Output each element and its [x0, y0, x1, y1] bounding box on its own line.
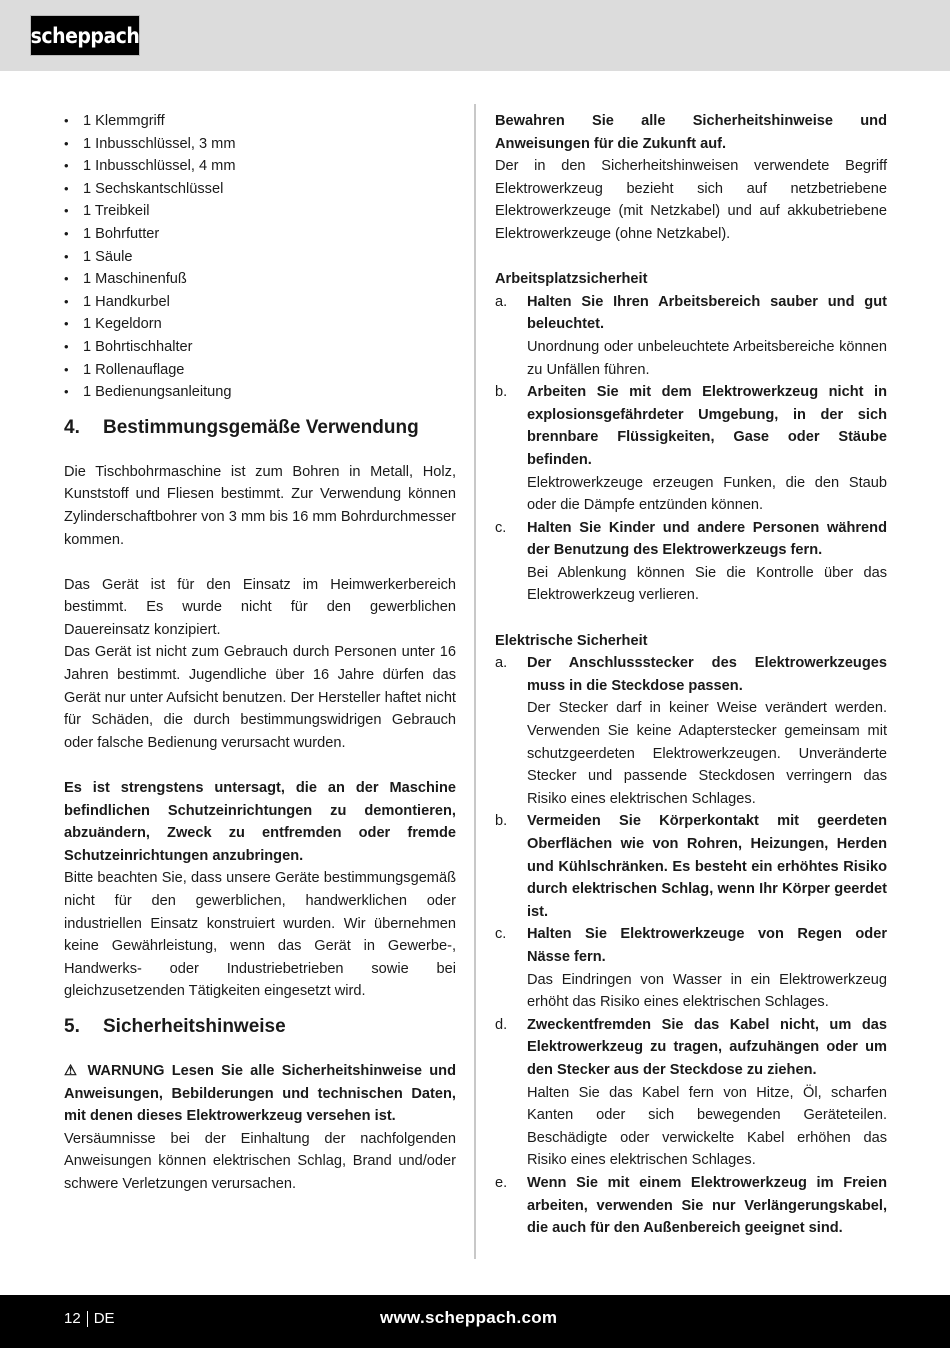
item-label: b. — [495, 813, 508, 830]
item-label: e. — [495, 1174, 508, 1191]
section-4-heading — [64, 415, 456, 441]
prohibition-notice: Es ist strengstens untersagt, die an der Maschine befindlichen Schutzeinrichtungen zu demontieren, abzuändern, Zweck zu entfremden oder fremde Schutzeinrichtungen anzubringen. — [64, 780, 456, 864]
list-item: • 1 Handkurbel — [64, 291, 456, 314]
list-item: • 1 Rollenauflage — [64, 359, 456, 382]
paragraph: Versäumnisse bei der Einhaltung der nachfolgenden Anweisungen können elektrischen Schlag, Brand und/oder schwere Verletzungen verursachen. — [64, 1130, 456, 1192]
item-label: d. — [495, 1016, 508, 1033]
warning-notice — [64, 1060, 456, 1128]
paragraph: Die Tischbohrmaschine ist zum Bohren in Metall, Holz, Kunststoff und Fliesen bestimmt. Zur Verwendung können Zylinderschaftbohrer von 3 mm bis 16 mm Bohrdurchmesser kommen. — [64, 463, 456, 548]
warning-text: WARNUNG Lesen Sie alle Sicherheitshinweise und Anweisungen, Bebilderungen und technischen Daten, mit denen dieses Elektrowerkzeug versehen ist. — [64, 1062, 456, 1125]
electrical-safety-heading: Elektrische Sicherheit — [495, 632, 648, 649]
safety-item — [495, 923, 887, 1013]
item-text: Bei Ablenkung können Sie die Kontrolle über das Elektrowerkzeug verlieren. — [527, 564, 887, 604]
item-bold-text: Der Anschlussstecker des Elektrowerkzeuges muss in die Steckdose passen. — [527, 655, 887, 694]
paragraph: Bitte beachten Sie, dass unsere Geräte bestimmungsgemäß nicht für den gewerblichen, handwerklichen oder industriellen Einsatz konstruiert wurden. Wir übernehmen keine Gewährleistung, wenn das Gerät in Gewerbe-, Handwerks- oder Industriebetrieben sowie bei gleichzusetzenden Tätigkeiten eingesetzt wird. — [64, 870, 456, 1000]
workplace-safety-heading: Arbeitsplatzsicherheit — [495, 271, 648, 288]
keep-instructions-notice: Bewahren Sie alle Sicherheitshinweise und Anweisungen für die Zukunft auf. — [495, 113, 887, 152]
item-bold-text: Halten Sie Ihren Arbeitsbereich sauber und gut beleuchtet. — [527, 293, 887, 333]
safety-item — [495, 291, 887, 381]
list-item: • 1 Maschinenfuß — [64, 268, 456, 291]
item-bold-text: Halten Sie Elektrowerkzeuge von Regen oder Nässe fern. — [527, 926, 887, 965]
list-item: • 1 Treibkeil — [64, 200, 456, 223]
right-column — [495, 110, 887, 1240]
item-text: Unordnung oder unbeleuchtete Arbeitsbereiche können zu Unfällen führen. — [527, 338, 887, 378]
safety-item — [495, 1014, 887, 1172]
item-label: a. — [495, 293, 508, 310]
item-bold-text: Zweckentfremden Sie das Kabel nicht, um das Elektrowerkzeug zu tragen, aufzuhängen oder um den Stecker aus der Steckdose zu ziehen. — [527, 1016, 887, 1078]
section-title: Bestimmungsgemäße Verwendung — [103, 416, 419, 438]
item-text: Elektrowerkzeuge erzeugen Funken, die den Staub oder die Dämpfe entzünden können. — [527, 474, 887, 514]
list-item: • 1 Sechskantschlüssel — [64, 178, 456, 201]
section-5-heading — [64, 1014, 456, 1040]
item-bold-text: Wenn Sie mit einem Elektrowerkzeug im Freien arbeiten, verwenden Sie nur Verlängerungskabel, die auch für den Außenbereich geeignet sind. — [527, 1174, 887, 1237]
safety-item — [495, 1172, 887, 1240]
item-label: c. — [495, 519, 507, 536]
page-header — [0, 0, 950, 71]
left-column — [64, 110, 456, 1196]
list-item: • 1 Inbusschlüssel, 3 mm — [64, 133, 456, 156]
page-footer — [0, 1295, 950, 1348]
page-number: 12 — [64, 1310, 81, 1327]
scheppach-logo: scheppach — [30, 15, 140, 56]
list-item: • 1 Klemmgriff — [64, 110, 456, 133]
item-bold-text: Halten Sie Kinder und andere Personen während der Benutzung des Elektrowerkzeugs fern. — [527, 519, 887, 559]
paragraph: Der in den Sicherheitshinweisen verwendete Begriff Elektrowerkzeug bezieht sich auf netzbetriebene Elektrowerkzeuge (mit Netzkabel) und auf akkubetriebene Elektrowerkzeuge (ohne Netzkabel). — [495, 158, 887, 242]
safety-item — [495, 652, 887, 810]
section-title: Sicherheitshinweise — [103, 1015, 286, 1037]
item-text: Der Stecker darf in keiner Weise verändert werden. Verwenden Sie keine Adapterstecker gemeinsam mit schutzgeerdeten Elektrowerkzeugen. Unveränderte Stecker und passende Steckdosen verringern das Risiko eines elektrischen Schlages. — [527, 700, 887, 807]
item-label: b. — [495, 384, 508, 401]
list-item: • 1 Bohrtischhalter — [64, 336, 456, 359]
item-text: Das Eindringen von Wasser in ein Elektrowerkzeug erhöht das Risiko eines elektrischen Schlages. — [527, 971, 887, 1011]
list-item: • 1 Kegeldorn — [64, 313, 456, 336]
item-bold-text: Arbeiten Sie mit dem Elektrowerkzeug nicht in explosionsgefährdeter Umgebung, in der sich brennbare Flüssigkeiten, Gase oder Stäube befinden. — [527, 384, 887, 468]
item-bold-text: Vermeiden Sie Körperkontakt mit geerdeten Oberflächen wie von Rohren, Heizungen, Herden und Kühlschränken. Es besteht ein erhöhtes Risiko durch elektrischen Schlag, wenn Ihr Körper geerdet ist. — [527, 813, 887, 920]
list-item: • 1 Säule — [64, 246, 456, 269]
item-label: a. — [495, 655, 508, 672]
safety-item — [495, 381, 887, 517]
warning-triangle-icon: ⚠ — [64, 1062, 81, 1079]
page-indicator — [64, 1310, 115, 1327]
separator — [87, 1311, 88, 1327]
parts-list — [64, 110, 456, 404]
column-divider — [474, 104, 476, 1259]
paragraph: Das Gerät ist nicht zum Gebrauch durch Personen unter 16 Jahren bestimmt. Jugendliche über 16 Jahre dürfen das Gerät nur unter Aufsicht benutzen. Der Hersteller haftet nicht für Schäden, die durch bestimmungswidrigen Gebrauch oder falsche Bedienung verursacht wurden. — [64, 644, 456, 751]
safety-item — [495, 810, 887, 923]
language-code: DE — [93, 1310, 115, 1327]
item-text: Halten Sie das Kabel fern von Hitze, Öl, scharfen Kanten oder sich bewegenden Geräteteilen. Beschädigte oder verwickelte Kabel erhöhen das Risiko eines elektrischen Schlages. — [527, 1084, 887, 1169]
website-link[interactable]: www.scheppach.com — [380, 1308, 558, 1327]
item-label: c. — [495, 926, 507, 943]
safety-item — [495, 517, 887, 607]
section-number: 5. — [64, 1015, 80, 1037]
list-item: • 1 Inbusschlüssel, 4 mm — [64, 155, 456, 178]
section-number: 4. — [64, 416, 80, 438]
paragraph: Das Gerät ist für den Einsatz im Heimwerkerbereich bestimmt. Es wurde nicht für den gewerblichen Dauereinsatz konzipiert. — [64, 576, 456, 638]
list-item: • 1 Bedienungsanleitung — [64, 381, 456, 404]
list-item: • 1 Bohrfutter — [64, 223, 456, 246]
